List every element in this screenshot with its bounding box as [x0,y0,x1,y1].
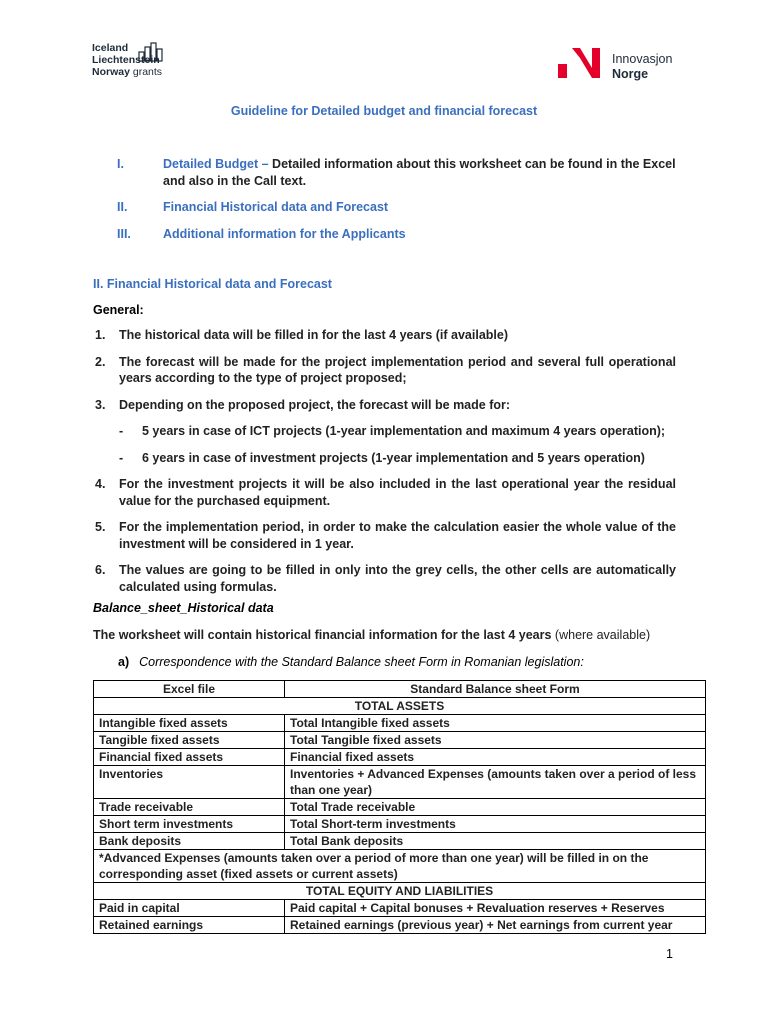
table-cell: Paid capital + Capital bonuses + Revaluation reserves + Reserves [285,900,706,917]
table-cell: Tangible fixed assets [94,732,285,749]
table-row [94,900,706,917]
table-cell: Paid in capital [94,900,285,917]
table-row [94,732,706,749]
eea-grants-logo [92,42,172,90]
toc-number: II. [117,200,128,214]
balance-sheet-heading: Balance_sheet_Historical data [93,601,274,615]
list-item [93,397,676,414]
table-row [94,816,706,833]
list-text: Depending on the proposed project, the forecast will be made for: [119,397,511,412]
toc-label: Financial Historical data and Forecast [163,200,389,214]
table-row [94,749,706,766]
balance-sheet-table [93,680,706,934]
table-row [94,766,706,799]
table-cell: Trade receivable [94,799,285,816]
logo-text-innovasjon: Innovasjon [612,52,673,66]
toc-label: Detailed Budget – [163,157,269,171]
list-text: For the implementation period, in order to make the calculation easier the whole value of the investment will be considered in 1 year. [119,520,676,551]
general-list [93,327,676,605]
column-header-standard-form: Standard Balance sheet Form [285,681,706,698]
table-cell: Total Intangible fixed assets [285,715,706,732]
toc-item-1 [117,156,677,189]
table-note-row [94,850,706,883]
intro-bold-text: The worksheet will contain historical financial information for the last 4 years [93,628,552,642]
toc-number: III. [117,226,131,241]
logo-line-liechtenstein: Liechtenstein [92,54,160,66]
list-number: 3. [95,397,106,412]
list-text: 5 years in case of ICT projects (1-year implementation and maximum 4 years operation); [142,424,666,438]
table-cell: Financial fixed assets [94,749,285,766]
list-number: 5. [95,520,106,534]
advanced-expenses-note: *Advanced Expenses (amounts taken over a period of more than one year) will be filled in on the corresponding asset (fixed assets or current assets) [94,850,706,883]
toc-item-3 [117,226,677,243]
table-cell: Total Bank deposits [285,833,706,850]
intro-normal-text: (where available) [551,628,651,642]
toc-item-2 [117,199,677,216]
list-item [93,562,676,595]
section-total-assets: TOTAL ASSETS [94,698,706,715]
logo-line-norway: Norway [92,66,130,78]
list-number: 4. [95,477,106,491]
dash-bullet: - [119,450,124,465]
table-cell: Financial fixed assets [285,749,706,766]
list-number: 1. [95,328,106,342]
list-item [93,354,676,387]
logo-line-grants: grants [132,66,163,78]
table-row [94,917,706,934]
general-label: General: [93,303,144,317]
table-header-row [94,681,706,698]
table-cell: Retained earnings (previous year) + Net earnings from current year [285,917,706,934]
logo-line-iceland: Iceland [92,42,129,54]
dash-bullet: - [119,424,124,438]
list-text: The values are going to be filled in only into the grey cells, the other cells are automatically calculated using formulas. [119,563,676,594]
list-item [93,327,676,344]
table-cell: Intangible fixed assets [94,715,285,732]
section-heading: II. Financial Historical data and Forecast [93,277,332,291]
correspondence-line [118,655,584,669]
table-section-row [94,698,706,715]
list-text: 6 years in case of investment projects (1-year implementation and 5 years operation) [142,450,645,465]
list-number: 6. [95,563,106,577]
toc-number: I. [117,157,124,171]
correspondence-text: Correspondence with the Standard Balance sheet Form in Romanian legislation: [139,655,584,669]
list-text: For the investment projects it will be also included in the last operational year the residual value for the purchased equipment. [119,477,676,508]
balance-sheet-intro [93,628,650,642]
page-number: 1 [666,947,673,961]
list-text: The historical data will be filled in for the last 4 years (if available) [119,328,509,342]
table-cell: Total Trade receivable [285,799,706,816]
table-cell: Inventories + Advanced Expenses (amounts taken over a period of less than one year) [285,766,706,799]
sub-list-item [93,450,676,467]
document-title: Guideline for Detailed budget and financial forecast [230,104,538,118]
grants-skyline-icon [138,42,172,62]
table-cell: Total Short-term investments [285,816,706,833]
list-text: The forecast will be made for the project implementation period and several full operational years according to the type of project proposed; [119,354,676,385]
section-total-equity-liabilities: TOTAL EQUITY AND LIABILITIES [94,883,706,900]
table-row [94,799,706,816]
table-row [94,715,706,732]
innovasjon-norge-logo [558,44,688,84]
column-header-excel-file: Excel file [94,681,285,698]
table-cell: Retained earnings [94,917,285,934]
table-cell: Inventories [94,766,285,799]
table-row [94,833,706,850]
toc-label: Additional information for the Applicants [163,226,406,241]
innovasjon-norge-mark-icon [558,44,604,80]
list-item [93,476,676,509]
table-cell: Short term investments [94,816,285,833]
toc-description: Detailed information about this worksheet can be found in the Excel and also in the Call text. [163,157,676,188]
correspondence-label: a) [118,655,130,669]
table-of-contents [117,156,677,252]
list-number: 2. [95,354,106,369]
sub-list-item [93,423,676,440]
logo-text-norge: Norge [612,67,649,81]
table-cell: Total Tangible fixed assets [285,732,706,749]
table-cell: Bank deposits [94,833,285,850]
table-section-row [94,883,706,900]
list-item [93,519,676,552]
